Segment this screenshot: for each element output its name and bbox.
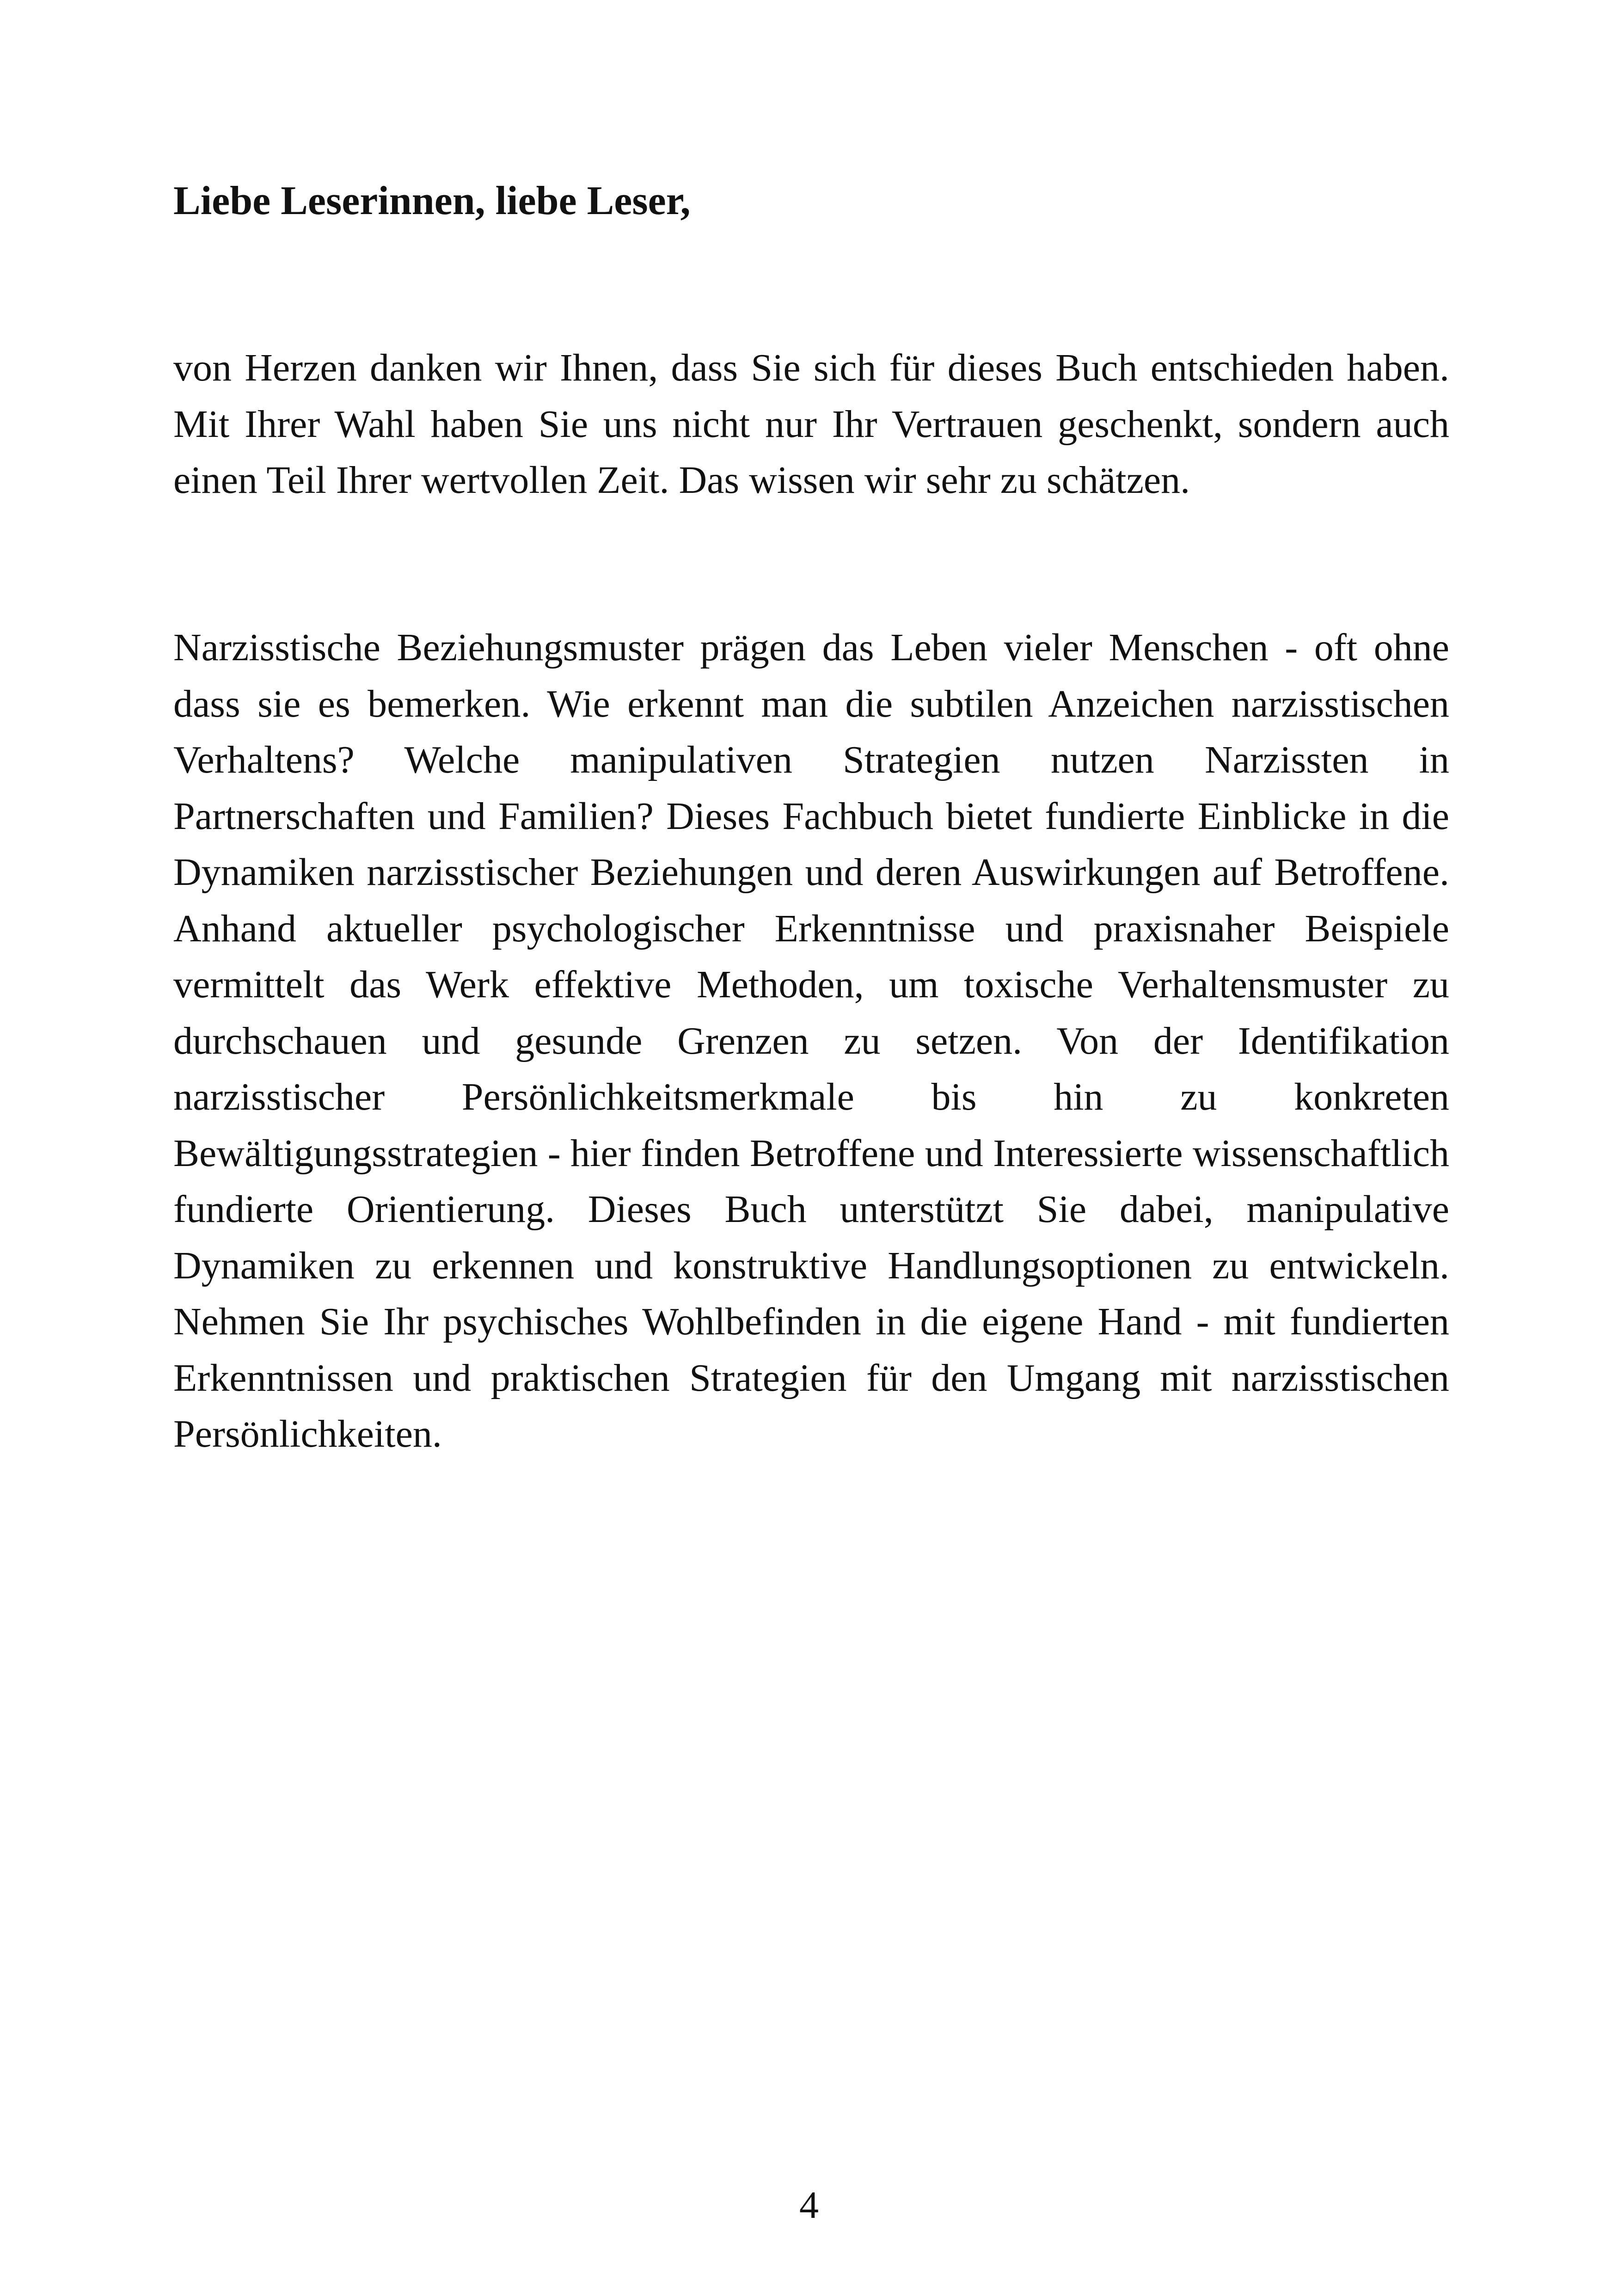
- paragraph-thanks: von Herzen danken wir Ihnen, dass Sie sich für dieses Buch entschieden haben. Mit Ihrer Wahl haben Sie uns nicht nur Ihr Vertrauen geschenkt, sondern auch einen Teil Ihrer wertvollen Zeit. Das wissen wir sehr zu schätzen.: [173, 346, 1449, 502]
- page-number: 4: [799, 2184, 819, 2227]
- greeting-heading: Liebe Leserinnen, liebe Leser,: [173, 178, 691, 223]
- paragraph-book-description: Narzisstische Beziehungsmuster prägen das Leben vieler Menschen - oft ohne dass sie es bemerken. Wie erkennt man die subtilen Anzeichen narzisstischen Verhaltens? Welche manipulativen Strategien nutzen Narzissten in Partnerschaften und Familien? Dieses Fachbuch bietet fundierte Einblicke in die Dynamiken narzisstischer Beziehungen und deren Auswirkungen auf Betroffene. Anhand aktueller psychologischer Erkenntnisse und praxisnaher Beispiele vermittelt das Werk effektive Methoden, um toxische Verhaltensmuster zu durchschauen und gesunde Grenzen zu setzen. Von der Identifikation narzisstischer Persönlichkeitsmerkmale bis hin zu konkreten Bewältigungsstrategien - hier finden Betroffene und Interessierte wissenschaftlich fundierte Orientierung. Dieses Buch unterstützt Sie dabei, manipulative Dynamiken zu erkennen und konstruktive Handlungsoptionen zu entwickeln. Nehmen Sie Ihr psychisches Wohlbefinden in die eigene Hand - mit fundierten Erkenntnissen und praktischen Strategien für den Umgang mit narzisstischen Persönlichkeiten.: [173, 626, 1449, 1455]
